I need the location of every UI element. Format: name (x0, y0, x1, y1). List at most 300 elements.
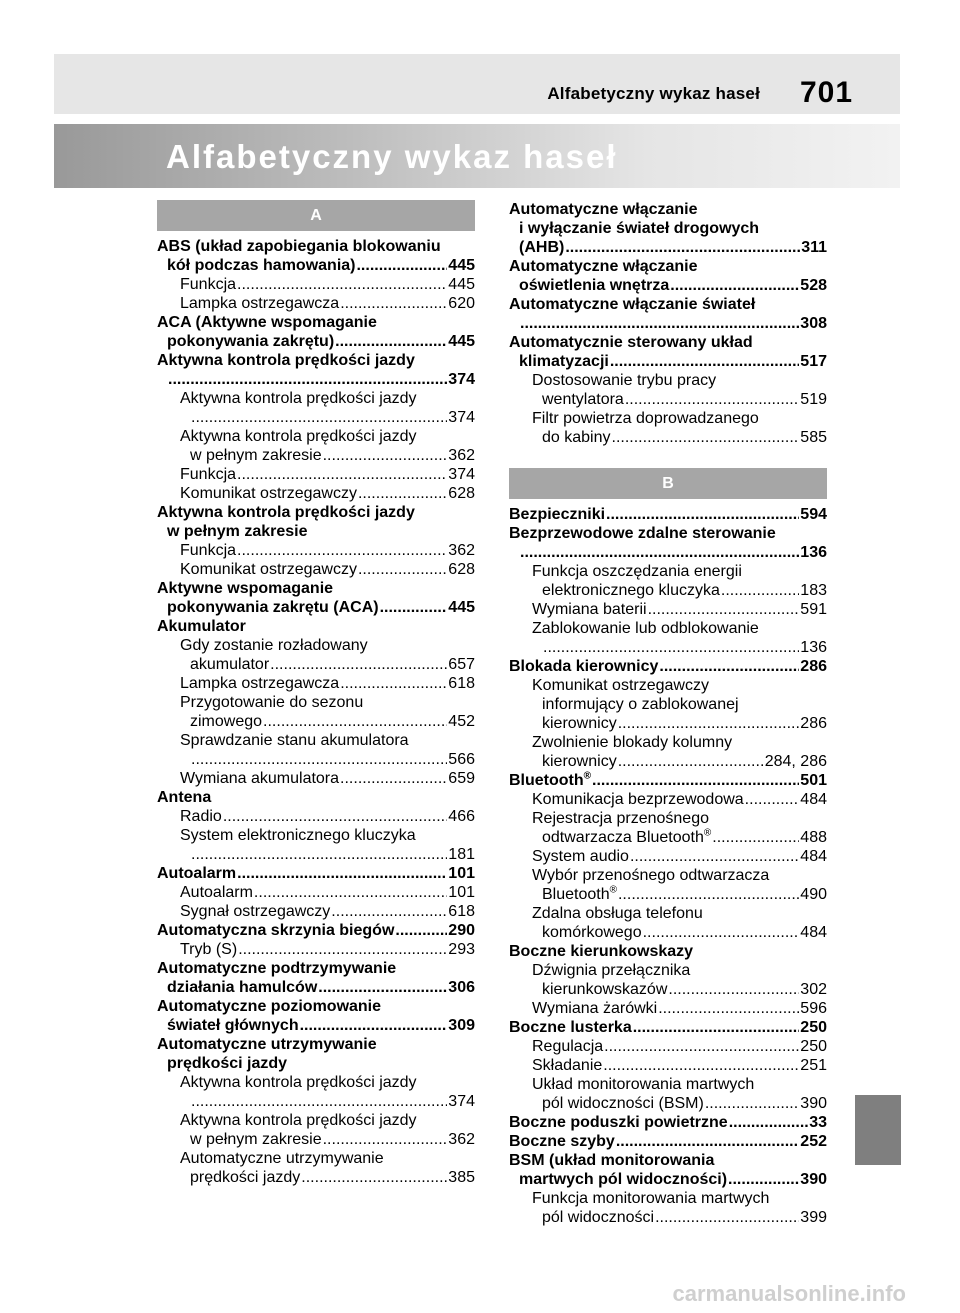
entry-line (532, 1075, 827, 1094)
entry-text: Rejestracja przenośnego (532, 810, 709, 827)
entry-text: Komunikat ostrzegawczy (532, 677, 709, 694)
entry-line (532, 999, 827, 1018)
dot-leader (323, 446, 448, 465)
index-entry (509, 1151, 827, 1189)
dot-leader (606, 505, 799, 524)
entry-line (180, 465, 475, 484)
entry-text: pokonywania zakrętu (ACA) (167, 599, 379, 616)
entry-line (157, 921, 475, 940)
entry-text: Boczne lusterka (509, 1019, 632, 1036)
entry-line (180, 693, 475, 712)
index-subentry (157, 465, 475, 484)
page-reference: 484 (800, 924, 827, 941)
dot-leader (670, 276, 799, 295)
page-reference: 250 (800, 1038, 827, 1055)
dot-leader (618, 885, 799, 904)
entry-line (509, 295, 827, 314)
entry-line (532, 1037, 827, 1056)
page-reference: 183 (800, 582, 827, 599)
entry-line (532, 409, 827, 428)
index-entry (509, 333, 827, 371)
index-entry (157, 864, 475, 883)
index-subentry (157, 1149, 475, 1187)
entry-text: prędkości jazdy (167, 1055, 288, 1072)
entry-text: (AHB) (519, 239, 565, 256)
dot-leader (658, 999, 799, 1018)
entry-text: Automatyczne poziomowanie (157, 998, 382, 1015)
dot-leader (603, 1056, 799, 1075)
entry-text: BSM (układ monitorowania (509, 1152, 715, 1169)
index-subentry (509, 904, 827, 942)
entry-text: Przygotowanie do sezonu (180, 694, 364, 711)
entry-line (532, 371, 827, 390)
entry-line (509, 1151, 827, 1170)
page-reference: 566 (448, 751, 475, 768)
dot-leader (728, 1170, 799, 1189)
entry-line (532, 885, 827, 904)
dot-leader (610, 352, 799, 371)
index-subentry (509, 1056, 827, 1075)
page-reference: 362 (448, 542, 475, 559)
index-subentry (509, 371, 827, 409)
index-entry (509, 1132, 827, 1151)
index-subentry (509, 999, 827, 1018)
entry-text: pokonywania zakrętu) (167, 333, 335, 350)
index-entry (157, 997, 475, 1035)
entry-line (532, 600, 827, 619)
page-reference: 374 (448, 409, 475, 426)
dot-leader (263, 712, 447, 731)
index-column-right (509, 200, 827, 1227)
entry-text: informujący o zablokowanej (542, 696, 739, 713)
index-subentry (157, 636, 475, 674)
entry-text: Automatyczne utrzymywanie (180, 1150, 384, 1167)
dot-leader (612, 428, 800, 447)
entry-text: Funkcja (180, 466, 237, 483)
page-reference: 445 (448, 276, 475, 293)
page-reference: 374 (448, 1093, 475, 1110)
entry-line (509, 219, 827, 238)
entry-text: akumulator (190, 656, 270, 673)
entry-line (180, 427, 475, 446)
index-subentry (509, 1189, 827, 1227)
index-entry (157, 351, 475, 389)
index-subentry (157, 294, 475, 313)
entry-text: w pełnym zakresie (190, 447, 322, 464)
index-entry (509, 257, 827, 295)
entry-text: Radio (180, 808, 222, 825)
entry-line (180, 807, 475, 826)
entry-line (509, 657, 827, 676)
entry-text: w pełnym zakresie (190, 1131, 322, 1148)
dot-leader (237, 864, 447, 883)
entry-line (532, 390, 827, 409)
page-reference: 501 (800, 772, 827, 789)
index-entry (157, 313, 475, 351)
dot-leader (520, 543, 799, 562)
entry-line (157, 237, 475, 256)
entry-text: Lampka ostrzegawcza (180, 295, 340, 312)
entry-line (532, 714, 827, 733)
index-subentry (509, 409, 827, 447)
dot-leader (237, 465, 447, 484)
entry-text: Blokada kierownicy (509, 658, 659, 675)
entry-line (157, 1054, 475, 1073)
dot-leader (625, 390, 799, 409)
index-entry (157, 579, 475, 617)
entry-line (532, 1056, 827, 1075)
page-reference: 484 (800, 791, 827, 808)
entry-text: Komunikat ostrzegawczy (180, 561, 357, 578)
page-reference: 390 (800, 1095, 827, 1112)
entry-text: Składanie (532, 1057, 603, 1074)
entry-line (180, 902, 475, 921)
entry-text: do kabiny (542, 429, 611, 446)
page-reference: 620 (448, 295, 475, 312)
page-reference: 628 (448, 485, 475, 502)
entry-line (180, 294, 475, 313)
entry-text: ABS (układ zapobiegania blokowaniu (157, 238, 441, 255)
entry-text: kierownicy (542, 753, 617, 770)
entry-line (509, 257, 827, 276)
entry-text: pól widoczności (542, 1209, 655, 1226)
entry-line (532, 1094, 827, 1113)
entry-line (180, 408, 475, 427)
section-header-a: A (157, 200, 475, 231)
entry-line (157, 313, 475, 332)
dot-leader (191, 408, 447, 427)
dot-leader (655, 1208, 799, 1227)
watermark: carmanualsonline.info (672, 1281, 906, 1306)
page-reference: 284, 286 (764, 753, 827, 770)
entry-line (180, 636, 475, 655)
dot-leader (659, 657, 799, 676)
entry-line (509, 238, 827, 257)
index-subentry (157, 1111, 475, 1149)
index-entry (509, 1113, 827, 1132)
entry-line (180, 1168, 475, 1187)
entry-text: Lampka ostrzegawcza (180, 675, 340, 692)
entry-line (157, 332, 475, 351)
entry-line (157, 978, 475, 997)
index-subentry (157, 275, 475, 294)
entry-text: Regulacja (532, 1038, 604, 1055)
dot-leader (618, 752, 764, 771)
index-subentry (509, 866, 827, 904)
entry-text: pól widoczności (BSM) (542, 1095, 704, 1112)
page-reference: 250 (800, 1019, 827, 1036)
index-entry (509, 200, 827, 257)
index-subentry (157, 1073, 475, 1111)
index-subentry (157, 807, 475, 826)
entry-text: Aktywna kontrola prędkości jazdy (157, 504, 415, 521)
page-reference: 385 (448, 1169, 475, 1186)
dot-leader (237, 541, 447, 560)
entry-line (532, 1208, 827, 1227)
entry-text: Aktywna kontrola prędkości jazdy (157, 352, 415, 369)
page-reference: 101 (448, 865, 475, 882)
entry-text: elektronicznego kluczyka (542, 582, 720, 599)
entry-text: Wymiana baterii (532, 601, 647, 618)
entry-text: Komunikat ostrzegawczy (180, 485, 357, 502)
entry-text: Tryb (S) (180, 941, 238, 958)
entry-line (180, 446, 475, 465)
page-reference: 452 (448, 713, 475, 730)
entry-line (509, 314, 827, 333)
index-subentry (509, 809, 827, 847)
index-entry (157, 503, 475, 541)
entry-line (532, 866, 827, 885)
entry-line (532, 695, 827, 714)
dot-leader (323, 1130, 448, 1149)
entry-line (532, 638, 827, 657)
entry-text: Aktywne wspomaganie (157, 580, 334, 597)
page-reference: 290 (448, 922, 475, 939)
entry-text: Zablokowanie lub odblokowanie (532, 620, 759, 637)
header-band (54, 54, 900, 114)
entry-text: Układ monitorowania martwych (532, 1076, 755, 1093)
section-spacer (509, 447, 827, 468)
page-reference: 585 (800, 429, 827, 446)
entry-line (532, 676, 827, 695)
index-entry (157, 617, 475, 636)
entry-text: Funkcja (180, 542, 237, 559)
entry-line (532, 619, 827, 638)
entry-text: Autoalarm (157, 865, 237, 882)
entry-line (157, 959, 475, 978)
index-subentry (157, 731, 475, 769)
entry-line (180, 655, 475, 674)
entry-line (532, 733, 827, 752)
entry-line (532, 1189, 827, 1208)
entry-text: Aktywna kontrola prędkości jazdy (180, 390, 417, 407)
index-subentry (157, 427, 475, 465)
page-reference: 399 (800, 1209, 827, 1226)
running-title: Alfabetyczny wykaz haseł (547, 84, 760, 103)
entry-line (532, 581, 827, 600)
page-reference: 136 (800, 639, 827, 656)
entry-line (509, 1132, 827, 1151)
entry-line (157, 1016, 475, 1035)
page-reference: 488 (800, 829, 827, 846)
page-reference: 528 (800, 277, 827, 294)
entry-line (157, 598, 475, 617)
entry-line (532, 562, 827, 581)
entry-text: Filtr powietrza doprowadzanego (532, 410, 759, 427)
dot-leader (358, 484, 447, 503)
entry-line (509, 543, 827, 562)
entry-text: Aktywna kontrola prędkości jazdy (180, 1074, 417, 1091)
dot-leader (237, 275, 447, 294)
entry-line (509, 1113, 827, 1132)
entry-line (157, 617, 475, 636)
dot-leader (618, 714, 800, 733)
entry-line (509, 771, 827, 790)
page-reference: 445 (448, 333, 475, 350)
entry-text: Antena (157, 789, 212, 806)
page-reference: 490 (800, 886, 827, 903)
dot-leader (335, 332, 447, 351)
page-reference: 33 (809, 1114, 827, 1131)
entry-line (157, 788, 475, 807)
entry-line (180, 275, 475, 294)
dot-leader (712, 828, 799, 847)
entry-line (157, 351, 475, 370)
dot-leader (668, 980, 799, 999)
page-reference: 101 (448, 884, 475, 901)
entry-line (157, 522, 475, 541)
entry-line (532, 809, 827, 828)
dot-leader (340, 294, 447, 313)
entry-text: Wymiana żarówki (532, 1000, 658, 1017)
page-title: Alfabetyczny wykaz haseł (166, 138, 618, 175)
dot-leader (395, 921, 447, 940)
page-reference: 596 (800, 1000, 827, 1017)
entry-text: martwych pól widoczności) (519, 1171, 728, 1188)
dot-leader (223, 807, 447, 826)
page-reference: 594 (800, 506, 827, 523)
page-reference: 374 (448, 371, 475, 388)
index-entry (509, 942, 827, 961)
entry-text: Akumulator (157, 618, 246, 635)
dot-leader (300, 1016, 448, 1035)
entry-text: Automatyczne podtrzymywanie (157, 960, 397, 977)
entry-line (157, 370, 475, 389)
index-entry (509, 771, 827, 790)
entry-line (180, 712, 475, 731)
entry-line (180, 731, 475, 750)
page-reference: 302 (800, 981, 827, 998)
entry-text: Automatyczne włączanie (509, 201, 698, 218)
page-reference: 252 (800, 1133, 827, 1150)
entry-line (157, 1035, 475, 1054)
index-subentry (157, 484, 475, 503)
entry-text: kierunkowskazów (542, 981, 668, 998)
entry-text: klimatyzacji (519, 353, 609, 370)
dot-leader (643, 923, 800, 942)
entry-text: Automatyczne utrzymywanie (157, 1036, 377, 1053)
index-entry (509, 295, 827, 333)
index-entry (509, 657, 827, 676)
entry-line (180, 1130, 475, 1149)
section-header-b: B (509, 468, 827, 499)
index-entry (157, 1035, 475, 1073)
entry-line (180, 826, 475, 845)
page-reference: 306 (448, 979, 475, 996)
entry-line (180, 389, 475, 408)
entry-text: odtwarzacza Bluetooth® (542, 827, 712, 846)
dot-leader (358, 560, 447, 579)
dot-leader (270, 655, 447, 674)
entry-line (180, 845, 475, 864)
index-subentry (509, 562, 827, 600)
entry-text: wentylatora (542, 391, 624, 408)
page-reference: 181 (448, 846, 475, 863)
index-subentry (157, 674, 475, 693)
entry-line (180, 541, 475, 560)
index-entry (509, 505, 827, 524)
page-reference: 286 (800, 715, 827, 732)
entry-line (157, 864, 475, 883)
entry-text: System audio (532, 848, 629, 865)
entry-text: komórkowego (542, 924, 642, 941)
entry-line (180, 484, 475, 503)
entry-line (180, 769, 475, 788)
entry-text: ACA (Aktywne wspomaganie (157, 314, 377, 331)
index-subentry (157, 940, 475, 959)
index-subentry (509, 676, 827, 733)
dot-leader (356, 256, 447, 275)
entry-text: w pełnym zakresie (167, 523, 308, 540)
entry-text: Boczne poduszki powietrzne (509, 1114, 728, 1131)
page-reference: 657 (448, 656, 475, 673)
dot-leader (340, 674, 447, 693)
page-reference: 374 (448, 466, 475, 483)
dot-leader (616, 1132, 799, 1151)
page-reference: 628 (448, 561, 475, 578)
entry-line (509, 1170, 827, 1189)
entry-text: prędkości jazdy (190, 1169, 301, 1186)
entry-line (509, 1018, 827, 1037)
entry-text: System elektronicznego kluczyka (180, 827, 416, 844)
entry-line (180, 750, 475, 769)
entry-text: Automatycznie sterowany układ (509, 334, 753, 351)
entry-line (532, 828, 827, 847)
index-subentry (157, 883, 475, 902)
entry-line (532, 980, 827, 999)
index-subentry (509, 847, 827, 866)
entry-text: Sygnał ostrzegawczy (180, 903, 331, 920)
entry-line (532, 790, 827, 809)
dot-leader (721, 581, 799, 600)
index-subentry (509, 600, 827, 619)
entry-line (509, 505, 827, 524)
entry-text: Komunikacja bezprzewodowa (532, 791, 744, 808)
index-entry (509, 1018, 827, 1037)
entry-line (180, 1149, 475, 1168)
index-entry (157, 921, 475, 940)
entry-text: Dostosowanie trybu pracy (532, 372, 717, 389)
index-subentry (509, 961, 827, 999)
page-reference: 293 (448, 941, 475, 958)
entry-text: Boczne szyby (509, 1133, 615, 1150)
index-entry (157, 959, 475, 997)
entry-text: Sprawdzanie stanu akumulatora (180, 732, 409, 749)
index-column-left (157, 200, 475, 1187)
dot-leader (648, 600, 800, 619)
title-band (54, 124, 900, 188)
entry-text: świateł głównych (167, 1017, 299, 1034)
dot-leader (318, 978, 447, 997)
entry-line (532, 847, 827, 866)
entry-line (180, 560, 475, 579)
index-subentry (157, 389, 475, 427)
entry-line (532, 752, 827, 771)
entry-text: kierownicy (542, 715, 617, 732)
entry-text: Automatyczne włączanie świateł (509, 296, 756, 313)
page-reference: 484 (800, 848, 827, 865)
dot-leader (191, 845, 447, 864)
dot-leader (543, 638, 799, 657)
page-reference: 591 (800, 601, 827, 618)
index-entry (157, 237, 475, 275)
entry-text: Aktywna kontrola prędkości jazdy (180, 428, 417, 445)
entry-text: i wyłączanie świateł drogowych (519, 220, 760, 237)
page-reference: 466 (448, 808, 475, 825)
dot-leader (238, 940, 447, 959)
page-reference: 308 (800, 315, 827, 332)
entry-line (532, 961, 827, 980)
